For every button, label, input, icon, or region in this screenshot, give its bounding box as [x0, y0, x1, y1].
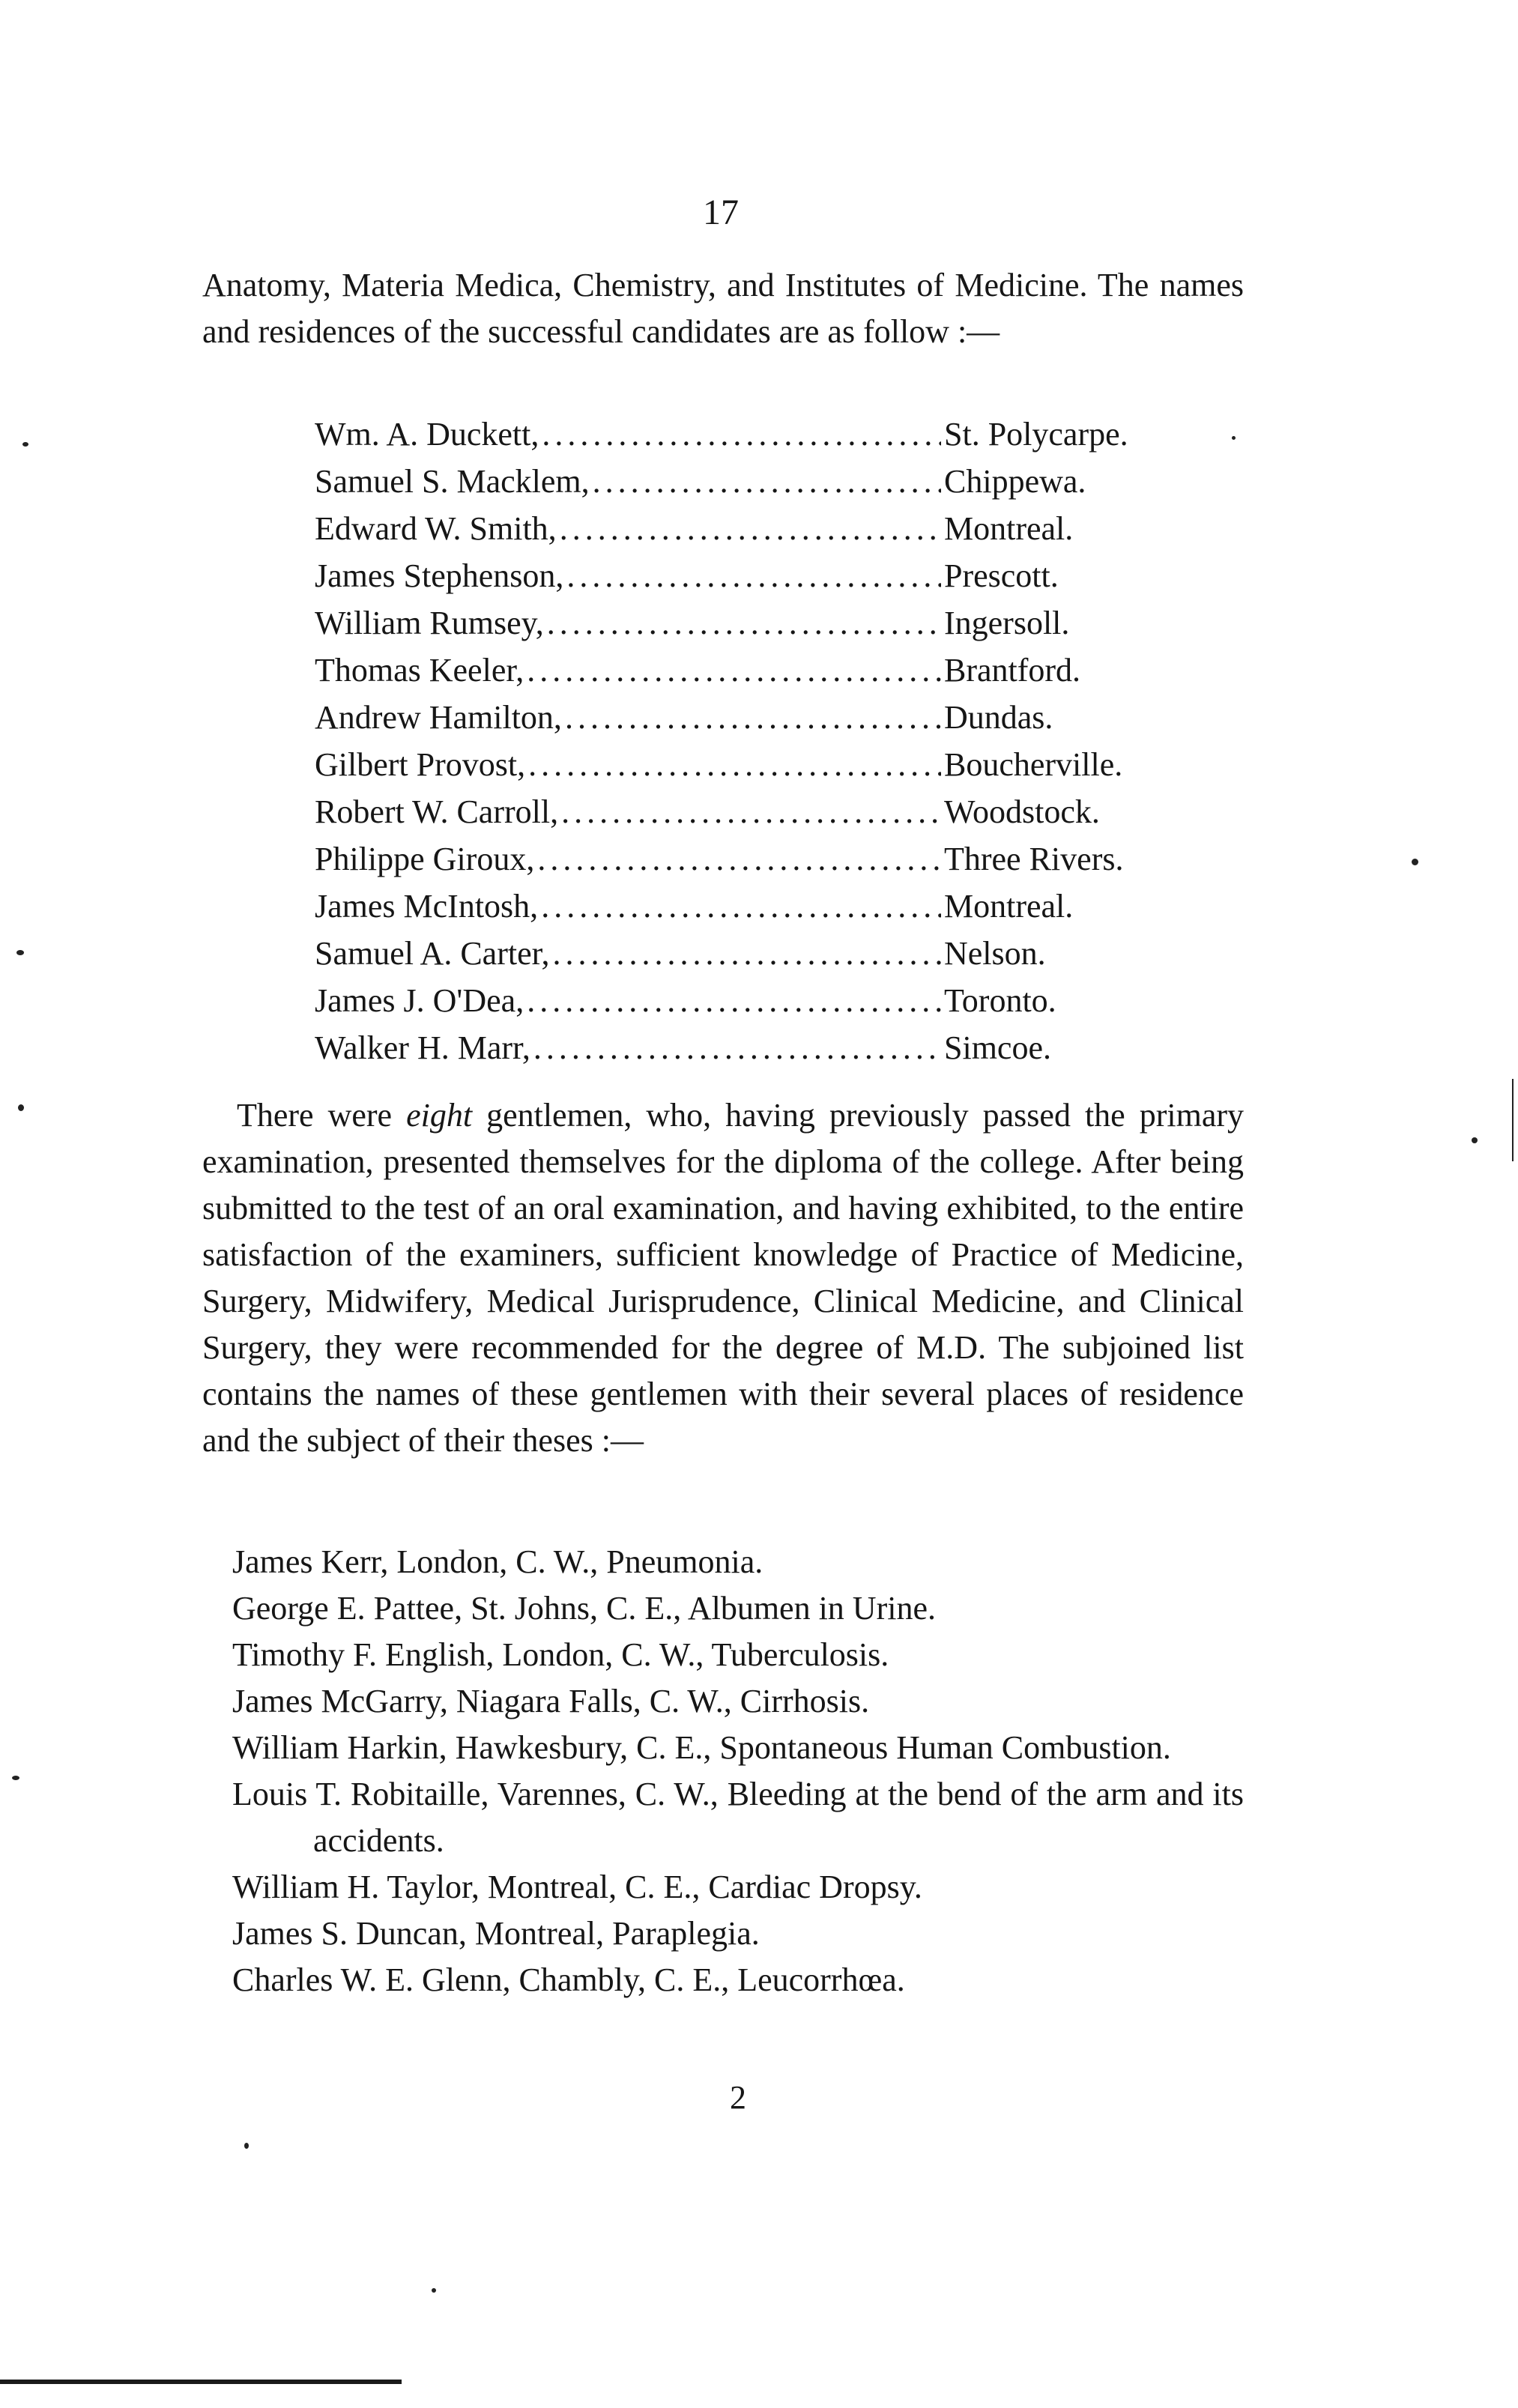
dot-leader — [541, 887, 941, 925]
scan-speck — [1232, 436, 1236, 440]
candidate-residence: Ingersoll. — [944, 605, 1070, 641]
candidate-name: Walker H. Marr, — [315, 1029, 530, 1066]
dot-leader — [527, 981, 941, 1020]
candidate-row — [315, 981, 1169, 1029]
intro-paragraph: Anatomy, Materia Medi⁠ca, Chemistry, and Institutes of Medicine. The names and residences of the successful candidates are as follow :— — [202, 267, 1244, 350]
candidate-row — [315, 1029, 1169, 1076]
candidate-row — [315, 840, 1169, 887]
signature-mark: 2 — [730, 2079, 746, 2116]
dot-leader — [537, 840, 941, 878]
candidate-name: Wm. A. Duckett, — [315, 416, 539, 453]
page-number: 17 — [703, 193, 739, 232]
candidate-name: Samuel S. Macklem, — [315, 463, 590, 500]
candidate-residence: Brantford. — [944, 652, 1081, 689]
candidate-row — [315, 651, 1169, 698]
candidate-residence: Woodstock. — [944, 793, 1100, 830]
candidate-residence: St. Polycarpe. — [944, 416, 1128, 453]
thesis-entry: Charles W. E. Glenn, Chambly, C. E., Leucorrhœa. — [232, 1961, 905, 1998]
candidate-row — [315, 934, 1169, 981]
scan-speck — [16, 950, 24, 955]
candidate-residence: Toronto. — [944, 982, 1056, 1019]
candidate-list — [315, 415, 1169, 1076]
diploma-paragraph — [202, 1092, 1244, 1464]
diploma-text-rest: gentlemen, who, having previously passed the primary examination, presented themselves for the diploma of the college. After being submitted to the test of an oral examination, and having exhibited, to the entire satisfaction of the examiners, sufficient knowledge of Practice of Medicine, Surgery, Midwifery, Medical Jurisprudence, Clinical Medicine, and Clinical Surgery, they were recommended for the degree of M.D. The subjoined list contains the names of these gentlemen with their several places of residence and the subject of their theses :— — [202, 1097, 1245, 1459]
thesis-entry: William Harkin, Hawkesbury, C. E., Spontaneous Human Combustion. — [232, 1729, 1171, 1766]
candidate-name: James J. O'Dea, — [315, 982, 524, 1019]
thesis-entry: William H. Taylor, Montreal, C. E., Cardiac Dropsy. — [232, 1869, 922, 1905]
candidate-residence: Dundas. — [944, 699, 1053, 736]
diploma-text-start: There were — [237, 1097, 407, 1134]
dot-leader — [553, 934, 942, 972]
thesis-entry: Timothy F. English, London, C. W., Tuberculosis. — [232, 1636, 889, 1673]
scan-speck — [244, 2143, 249, 2149]
thesis-entry: James S. Duncan, Montreal, Paraplegia. — [232, 1915, 760, 1952]
candidate-name: Thomas Keeler, — [315, 652, 524, 689]
candidate-name: Gilbert Provost, — [315, 746, 526, 783]
candidate-row — [315, 745, 1169, 793]
dot-leader — [547, 604, 941, 642]
candidate-row — [315, 604, 1169, 651]
dot-leader — [528, 745, 941, 784]
candidate-row — [315, 462, 1169, 509]
dot-leader — [593, 462, 941, 500]
scan-speck — [1412, 859, 1418, 865]
dot-leader — [565, 698, 941, 736]
dot-leader — [527, 651, 941, 689]
candidate-row — [315, 793, 1169, 840]
scan-speck — [22, 442, 28, 447]
candidate-row — [315, 509, 1169, 557]
thesis-entry: George E. Pattee, St. Johns, C. E., Albumen in Urine. — [232, 1590, 936, 1627]
diploma-emphasis: eight — [406, 1097, 473, 1134]
candidate-residence: Prescott. — [944, 557, 1059, 594]
candidate-row — [315, 887, 1169, 934]
scan-speck — [432, 2288, 436, 2293]
scan-edge-line — [1512, 1079, 1514, 1161]
candidate-row — [315, 557, 1169, 604]
thesis-entry: James Kerr, London, C. W., Pneumonia. — [232, 1543, 763, 1580]
candidate-residence: Nelson. — [944, 935, 1046, 972]
candidate-residence: Three Rivers. — [944, 841, 1124, 877]
candidate-residence: Montreal. — [944, 888, 1074, 925]
dot-leader — [561, 793, 941, 831]
candidate-name: Robert W. Carroll, — [315, 793, 559, 830]
candidate-name: James Stephenson, — [315, 557, 564, 594]
thesis-entry: James McGarry, Niagara Falls, C. W., Cirrhosis. — [232, 1683, 870, 1719]
dot-leader — [542, 415, 941, 453]
dot-leader — [533, 1029, 941, 1067]
theses-list — [232, 1539, 1244, 2003]
candidate-row — [315, 698, 1169, 745]
candidate-name: Samuel A. Carter, — [315, 935, 550, 972]
candidate-residence: Boucherville. — [944, 746, 1123, 783]
thesis-entry: Louis T. Robitaille, Varennes, C. W., Bleeding at the bend of the arm and its accidents. — [232, 1776, 1244, 1859]
scan-speck — [12, 1776, 19, 1780]
candidate-row — [315, 415, 1169, 462]
candidate-name: Edward W. Smith, — [315, 510, 557, 547]
candidate-residence: Chippewa. — [944, 463, 1086, 500]
scan-speck — [18, 1104, 24, 1111]
scan-edge-rule — [0, 2380, 402, 2384]
candidate-name: Philippe Giroux, — [315, 841, 535, 877]
candidate-name: William Rumsey, — [315, 605, 544, 641]
dot-leader — [560, 509, 941, 548]
candidate-residence: Simcoe. — [944, 1029, 1051, 1066]
candidate-residence: Montreal. — [944, 510, 1074, 547]
candidate-name: James McIntosh, — [315, 888, 539, 925]
dot-leader — [566, 557, 941, 595]
scan-speck — [1472, 1137, 1478, 1143]
candidate-name: Andrew Hamilton, — [315, 699, 562, 736]
